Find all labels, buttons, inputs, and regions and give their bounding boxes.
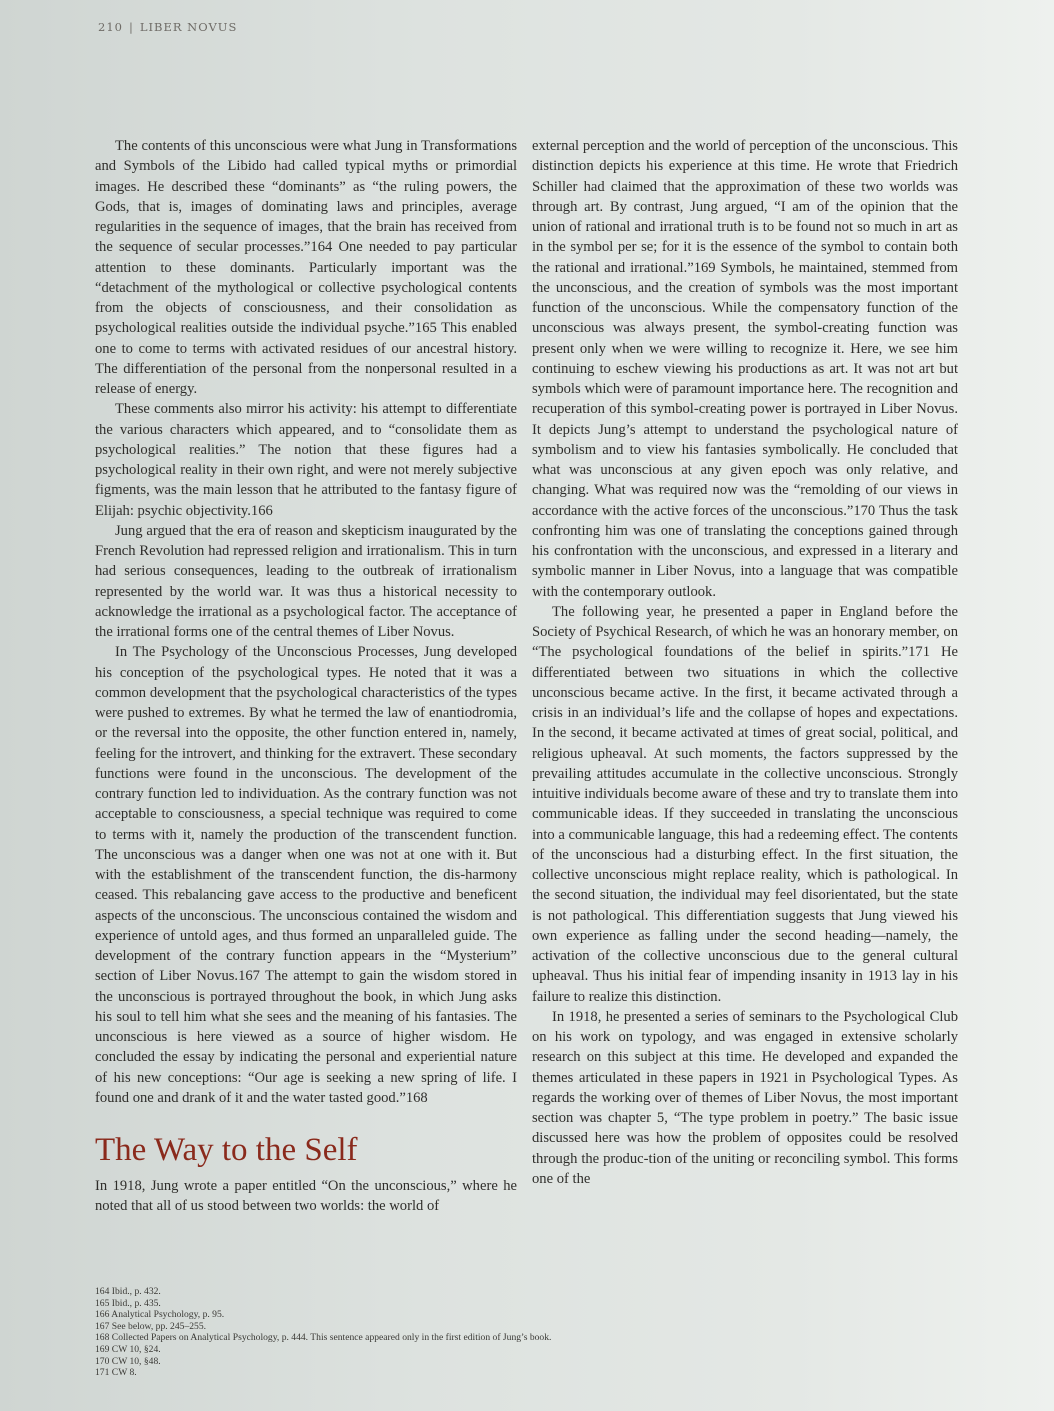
book-title: LIBER NOVUS xyxy=(139,20,238,34)
right-paragraph-1: external perception and the world of perception of the unconscious. This distinction depicts his experience at this time. He wrote that Friedrich Schiller had claimed that the approximation of these two worlds was through art. By contrast, Jung argued, “I am of the opinion that the union of rational and irrational truth is to be found not so much in art as in the symbol per se; for it is the essence of the symbol to contain both the rational and irrational.”169 Symbols, he maintained, stemmed from the unconscious, and the creation of symbols was the most important function of the unconscious. While the compensatory function of the unconscious was always present, the symbol-creating function was present only when we were willing to recognize it. Here, we see him continuing to eschew viewing his productions as art. It was not art but symbols which were of paramount importance here. The recognition and recuperation of this symbol-creating power is portrayed in Liber Novus. It depicts Jung’s attempt to understand the psychological nature of symbolism and to view his fantasies symbolically. He concluded that what was unconscious at any given epoch was only relative, and changing. What was required now was the “remolding of our views in accordance with the active forces of the unconscious.”170 Thus the task confronting him was one of translating the conceptions gained through his confrontation with the unconscious, and expressed in a literary and symbolic manner in Liber Novus, into a language that was compatible with the contemporary outlook. xyxy=(532,138,958,600)
footnote-169: 169 CW 10, §24. xyxy=(95,1343,161,1355)
footnotes xyxy=(95,1286,551,1379)
left-paragraph-5: In 1918, Jung wrote a paper entitled “On the unconscious,” where he noted that all of us stood between two worlds: the world of xyxy=(95,1178,517,1215)
left-paragraph-4: In The Psychology of the Unconscious Processes, Jung developed his conception of the psychological types. He noted that it was a common development that the psychological characteristics of the types were pushed to extremes. By what he termed the law of enantiodromia, or the reversal into the opposite, the other function entered in, namely, feeling for the introvert, and thinking for the extravert. These secondary functions were found in the unconscious. The development of the contrary function led to individuation. As the contrary function was not acceptable to consciousness, a special technique was required to come to terms with it, namely the production of the transcendent function. The unconscious was a danger when one was not at one with it. But with the establishment of the transcendent function, the dis-harmony ceased. This rebalancing gave access to the productive and beneficent aspects of the unconscious. The unconscious contained the wisdom and experience of untold ages, and thus formed an unparalleled guide. The development of the contrary function appears in the “Mysterium” section of Liber Novus.167 The attempt to gain the wisdom stored in the unconscious is portrayed throughout the book, in which Jung asks his soul to tell him what she sees and the meaning of his fantasies. The unconscious is here viewed as a source of higher wisdom. He concluded the essay by indicating the personal and experiential nature of his new conceptions: “Our age is seeking a new spring of life. I found one and drank of it and the water tasted good.”168 xyxy=(95,644,517,1106)
left-paragraph-3: Jung argued that the era of reason and skepticism inaugurated by the French Revolution had repressed religion and irrationalism. This in turn had serious consequences, leading to the outbreak of irrationalism represented by the world war. It was thus a historical necessity to acknowledge the irrational as a psychological factor. The acceptance of the irrational forms one of the central themes of Liber Novus. xyxy=(95,522,517,640)
footnote-164: 164 Ibid., p. 432. xyxy=(95,1286,161,1297)
footnote-167: 167 See below, pp. 245–255. xyxy=(95,1320,207,1332)
footnote-170: 170 CW 10, §48. xyxy=(95,1355,161,1367)
left-paragraph-1: The contents of this unconscious were what Jung in Transformations and Symbols of the Libido had called typical myths or primordial images. He described these “dominants” as “the ruling powers, the Gods, that is, images of dominating laws and principles, average regularities in the sequence of images, that the brain has received from the sequence of secular processes.”164 One needed to pay particular attention to these dominants. Particularly important was the “detachment of the mythological or collective psychological contents from the objects of consciousness, and their consolidation as psychological realities outside the individual psyche.”165 This enabled one to come to terms with activated residues of our ancestral history. The differentiation of the personal from the nonpersonal resulted in a release of energy. xyxy=(95,138,517,397)
right-paragraph-3: In 1918, he presented a series of seminars to the Psychological Club on his work on typology, and was engaged in extensive scholarly research on this subject at this time. He developed and expanded the themes articulated in these papers in 1921 in Psychological Types. As regards the working over of themes of Liber Novus, the most important section was chapter 5, “The type problem in poetry.” The basic issue discussed here was how the problem of opposites could be resolved through the produc-tion of the uniting or reconciling symbol. This forms one of the xyxy=(532,1008,958,1187)
section-heading: The Way to the Self xyxy=(95,1132,358,1168)
footnote-171: 171 CW 8. xyxy=(95,1367,137,1379)
running-head xyxy=(98,20,237,34)
footnote-166: 166 Analytical Psychology, p. 95. xyxy=(95,1309,225,1321)
right-column xyxy=(532,136,958,1189)
footnote-168: 168 Collected Papers on Analytical Psychology, p. 444. This sentence appeared only in the first edition of Jung’s book. xyxy=(95,1332,552,1344)
left-column xyxy=(95,136,517,1217)
header-separator: | xyxy=(128,20,134,34)
page-number: 210 xyxy=(98,20,123,34)
footnote-165: 165 Ibid., p. 435. xyxy=(95,1297,161,1309)
left-paragraph-2: These comments also mirror his activity: his attempt to differentiate the various characters which appeared, and to “consolidate them as psychological realities.” The notion that these figures had a psychological reality in their own right, and were not merely subjective figments, was the main lesson that he attributed to the fantasy figure of Elijah: psychic objectivity.166 xyxy=(95,401,517,519)
right-paragraph-2: The following year, he presented a paper in England before the Society of Psychical Research, of which he was an honorary member, on “The psychological foundations of the belief in spirits.”171 He differentiated between two situations in which the collective unconscious became active. In the first, it became activated through a crisis in an individual’s life and the collapse of hopes and expectations. In the second, it became activated at times of great social, political, and religious upheaval. At such moments, the factors suppressed by the prevailing attitudes accumulate in the collective unconscious. Strongly intuitive individuals become aware of these and try to translate them into communicable ideas. If they succeeded in translating the unconscious into a communicable language, this had a redeeming effect. The contents of the unconscious had a disturbing effect. In the first situation, the collective unconscious might replace reality, which is pathological. In the second situation, the individual may feel disorientated, but the state is not pathological. This differentiation suggests that Jung viewed his own experience as falling under the second heading—namely, the activation of the collective unconscious due to the general cultural upheaval. Thus his initial fear of impending insanity in 1913 lay in his failure to realize this distinction. xyxy=(532,603,958,1005)
